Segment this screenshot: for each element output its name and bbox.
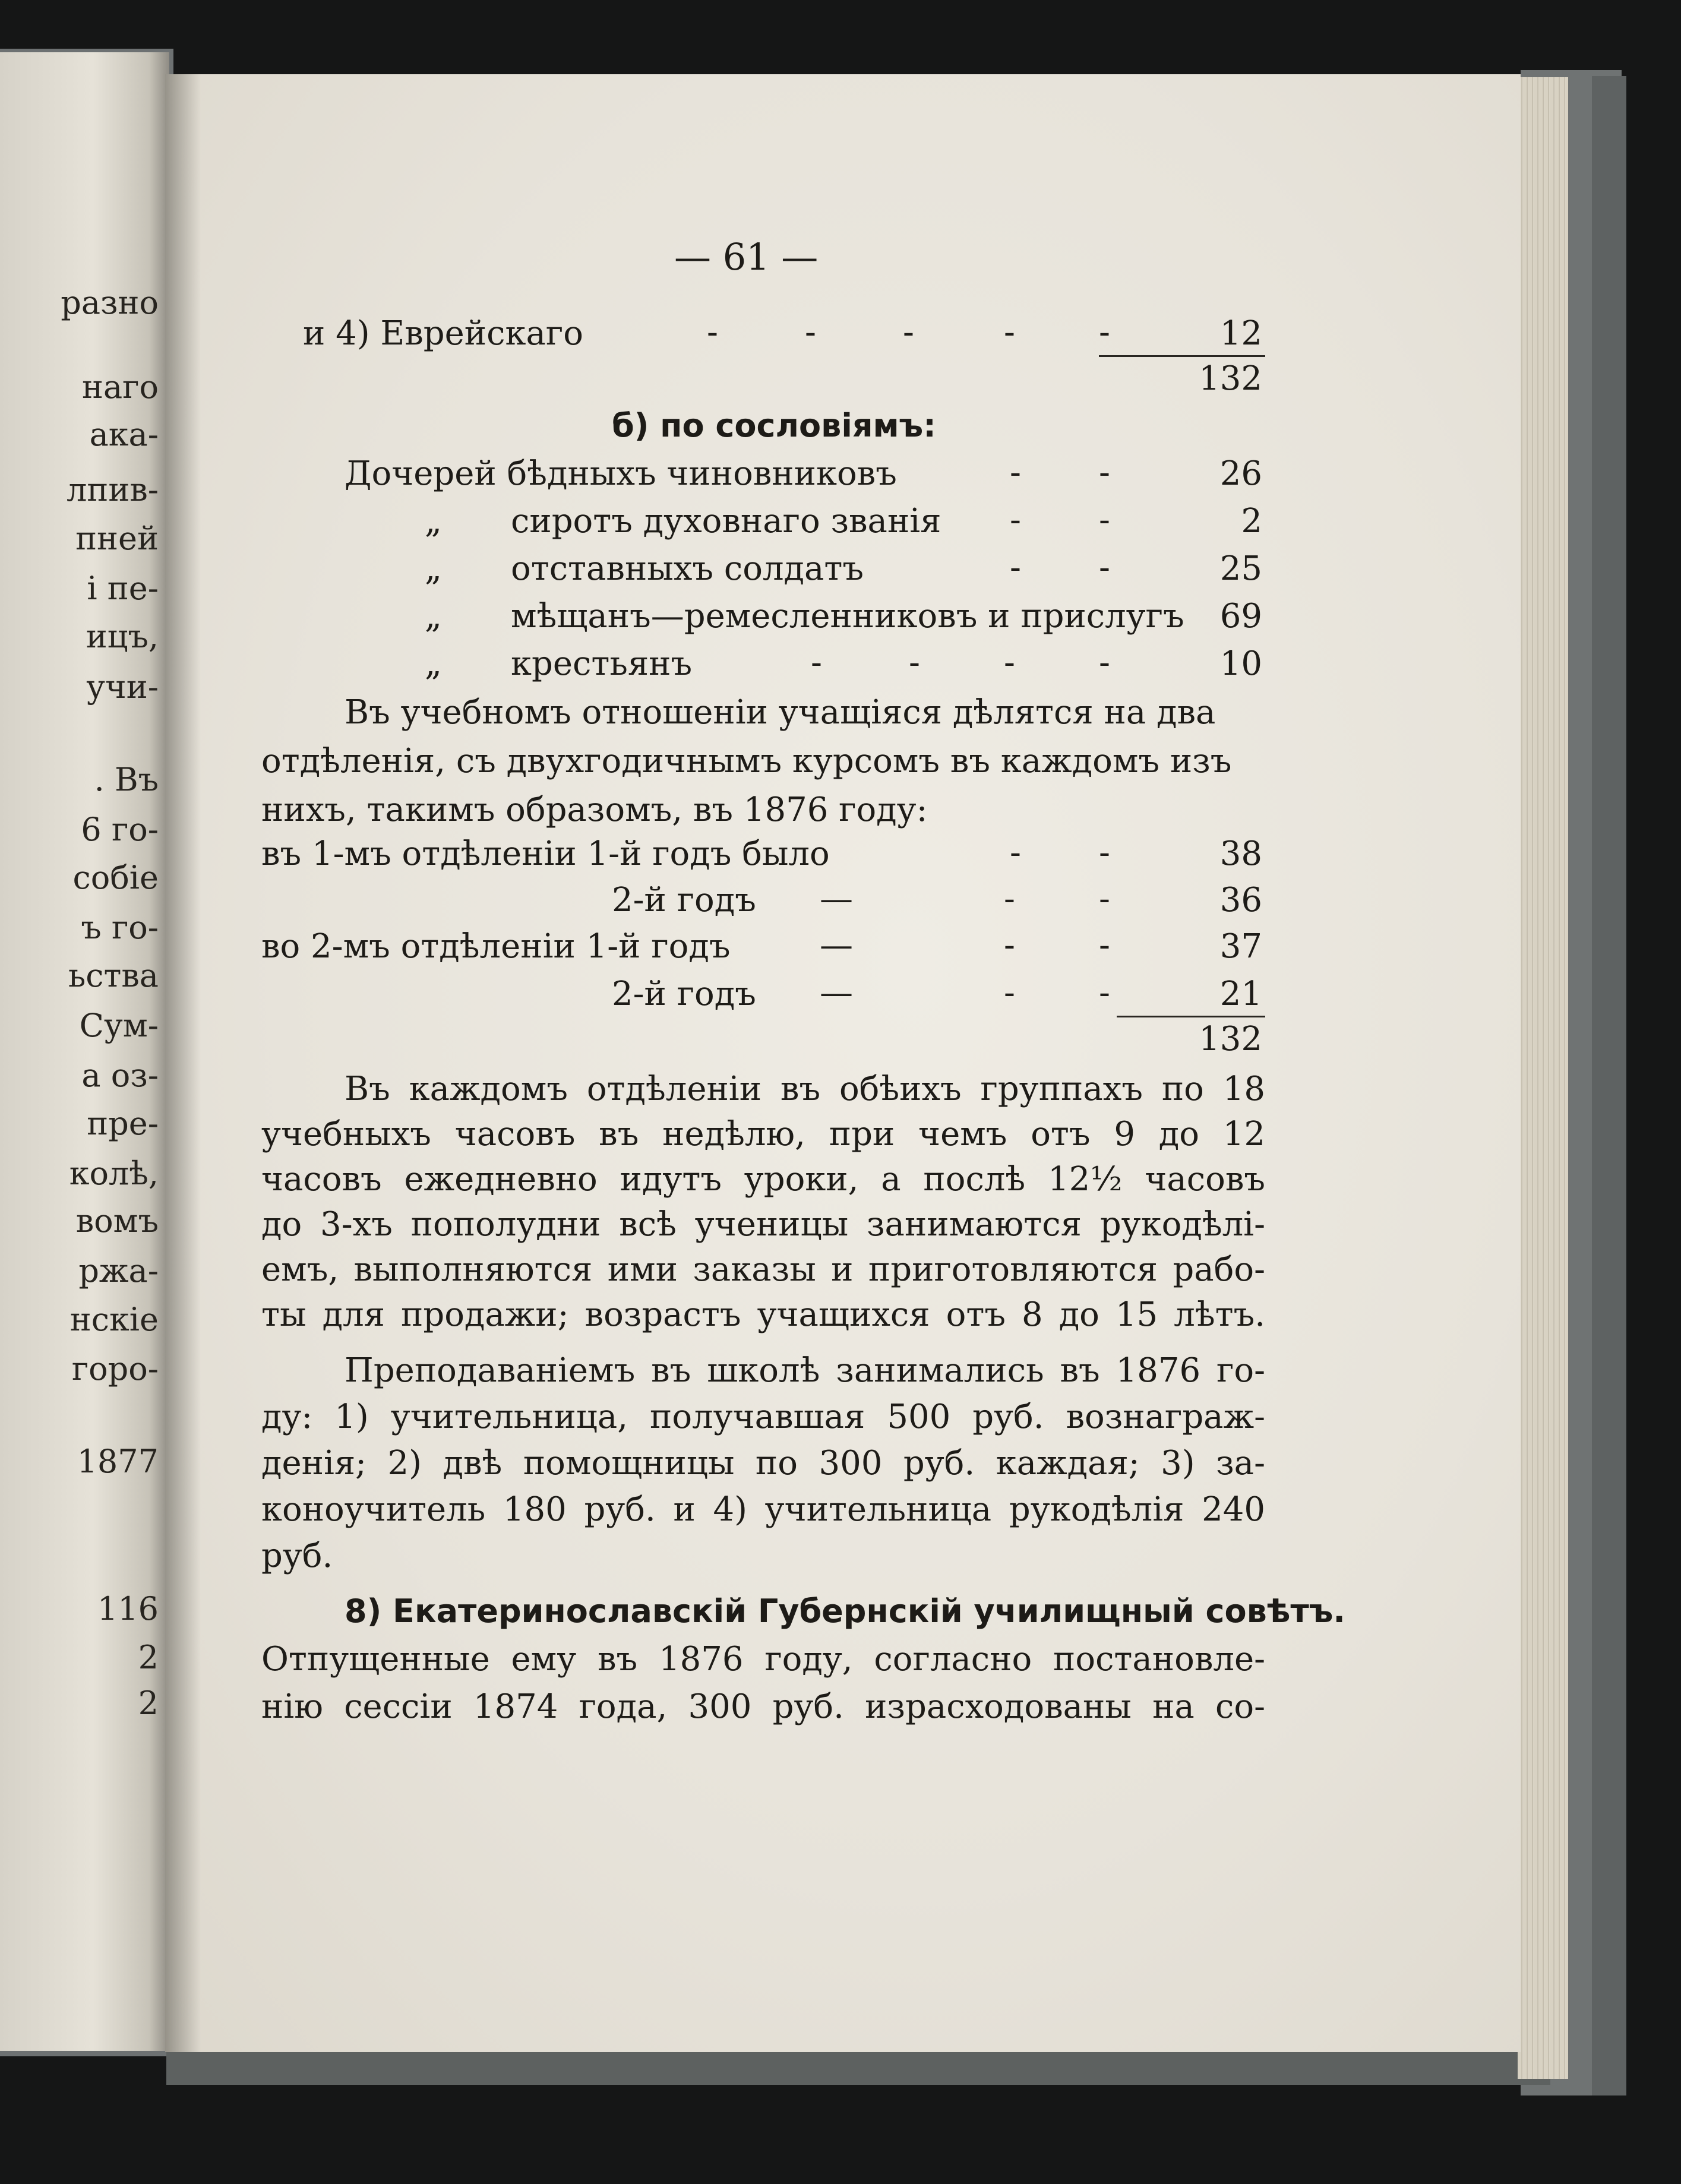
paragraph-line: отдѣленія, съ двухгодичнымъ курсомъ въ каждомъ изъ bbox=[261, 742, 1232, 780]
dept1-year2-label: 2-й годъ bbox=[612, 881, 756, 919]
value-jewish: 12 bbox=[1219, 314, 1262, 353]
paragraph-line: ты для продажи; возрастъ учащихся отъ 8 до 15 лѣтъ. bbox=[261, 1295, 1265, 1334]
leader-dash: - bbox=[1004, 313, 1015, 352]
left-line: разно bbox=[61, 284, 159, 321]
left-line: нскіе bbox=[69, 1301, 159, 1338]
dept2-year1-value: 37 bbox=[1219, 927, 1262, 966]
paragraph-line: нію сессіи 1874 года, 300 руб. израсходованы на со- bbox=[261, 1687, 1265, 1726]
leader-dash: - bbox=[1004, 643, 1015, 682]
section-heading-estates: б) по сословіямъ: bbox=[612, 407, 936, 444]
paragraph-line: денія; 2) двѣ помощницы по 300 руб. каждая; 3) за- bbox=[261, 1444, 1265, 1483]
leader-dash: — bbox=[820, 880, 853, 918]
left-line: 1877 bbox=[77, 1443, 159, 1480]
paragraph-line: Преподаваніемъ въ школѣ занимались въ 1876 го- bbox=[345, 1351, 1265, 1390]
dept1-label: въ 1-мъ отдѣленіи 1-й годъ было bbox=[261, 835, 830, 873]
leader-dash: - bbox=[1099, 833, 1110, 872]
paragraph-line: руб. bbox=[261, 1537, 333, 1575]
sum-rule bbox=[1099, 355, 1265, 357]
estate-value: 25 bbox=[1219, 549, 1262, 588]
leader-dash: - bbox=[1099, 974, 1110, 1012]
total-by-religion: 132 bbox=[1199, 359, 1262, 398]
leader-dash: - bbox=[1010, 501, 1021, 539]
leader-dash: - bbox=[1099, 453, 1110, 492]
estate-label: Дочерей бѣдныхъ чиновниковъ bbox=[345, 454, 897, 493]
right-book-board-edge bbox=[1592, 76, 1626, 2095]
left-line: собіе bbox=[72, 859, 159, 896]
left-line: наго bbox=[82, 368, 159, 406]
row-label-jewish: и 4) Еврейскаго bbox=[303, 314, 583, 353]
dept2-year2-label: 2-й годъ bbox=[612, 975, 756, 1013]
total-by-department: 132 bbox=[1199, 1020, 1262, 1058]
left-line: а оз- bbox=[81, 1057, 159, 1094]
paragraph-line: Въ учебномъ отношеніи учащіяся дѣлятся на два bbox=[345, 693, 1216, 732]
left-line: ицъ, bbox=[86, 618, 159, 655]
leader-dash: - bbox=[1004, 880, 1015, 918]
left-line: учи- bbox=[86, 668, 159, 706]
estate-value: 26 bbox=[1219, 454, 1262, 493]
ditto-mark: „ bbox=[425, 597, 443, 636]
paragraph-line: ду: 1) учительница, получавшая 500 руб. вознаграж- bbox=[261, 1398, 1265, 1436]
dept2-year2-value: 21 bbox=[1219, 975, 1262, 1013]
leader-dash: — bbox=[820, 926, 853, 965]
paragraph-line: учебныхъ часовъ въ недѣлю, при чемъ отъ 9 до 12 bbox=[261, 1115, 1265, 1153]
estate-value: 2 bbox=[1241, 502, 1262, 541]
page-edges bbox=[1518, 77, 1568, 2079]
leader-dash: - bbox=[1099, 926, 1110, 965]
paragraph-line: нихъ, такимъ образомъ, въ 1876 году: bbox=[261, 791, 928, 829]
leader-dash: — bbox=[820, 974, 853, 1012]
section-heading-council: 8) Екатеринославскій Губернскій училищный совѣтъ. bbox=[345, 1592, 1345, 1630]
left-line: 2 bbox=[138, 1639, 159, 1676]
paragraph-line: Въ каждомъ отдѣленіи въ обѣихъ группахъ по 18 bbox=[345, 1070, 1265, 1108]
leader-dash: - bbox=[1099, 313, 1110, 352]
left-line: лпив- bbox=[67, 471, 159, 508]
left-line: вомъ bbox=[75, 1202, 159, 1240]
leader-dash: - bbox=[805, 313, 816, 352]
leader-dash: - bbox=[1099, 501, 1110, 539]
left-line: . Въ bbox=[94, 761, 159, 798]
estate-value: 10 bbox=[1219, 644, 1262, 683]
left-line: пре- bbox=[87, 1105, 159, 1142]
dept1-year1-value: 38 bbox=[1219, 835, 1262, 873]
left-line: колѣ, bbox=[69, 1155, 159, 1192]
leader-dash: - bbox=[1010, 833, 1021, 872]
gutter-shadow bbox=[165, 74, 201, 2052]
leader-dash: - bbox=[707, 313, 718, 352]
leader-dash: - bbox=[1004, 974, 1015, 1012]
dept1-year2-value: 36 bbox=[1219, 881, 1262, 919]
left-line: 116 bbox=[97, 1590, 159, 1627]
left-line: 2 bbox=[138, 1684, 159, 1722]
left-line: Сум- bbox=[79, 1007, 159, 1044]
paragraph-line: до 3-хъ пополудни всѣ ученицы занимаются рукодѣлі- bbox=[261, 1205, 1265, 1244]
left-line: і пе- bbox=[87, 570, 159, 607]
leader-dash: - bbox=[1004, 926, 1015, 965]
leader-dash: - bbox=[811, 643, 822, 682]
ditto-mark: „ bbox=[425, 502, 443, 541]
leader-dash: - bbox=[903, 313, 914, 352]
estate-label: сиротъ духовнаго званія bbox=[511, 502, 941, 541]
ditto-mark: „ bbox=[425, 549, 443, 588]
left-line: горо- bbox=[71, 1350, 159, 1387]
left-line: пней bbox=[75, 520, 159, 557]
leader-dash: - bbox=[1010, 453, 1021, 492]
left-line: ьства bbox=[68, 957, 159, 994]
estate-label: отставныхъ солдатъ bbox=[511, 549, 864, 588]
estate-value: 69 bbox=[1219, 597, 1262, 636]
book-page bbox=[165, 74, 1521, 2052]
paragraph-line: коноучитель 180 руб. и 4) учительница рукодѣлія 240 bbox=[261, 1490, 1265, 1529]
paragraph-line: емъ, выполняются ими заказы и приготовляются рабо- bbox=[261, 1250, 1265, 1289]
sum-rule bbox=[1117, 1016, 1265, 1017]
dept2-label: во 2-мъ отдѣленіи 1-й годъ bbox=[261, 927, 731, 966]
page-number: — 61 — bbox=[674, 235, 819, 279]
leader-dash: - bbox=[1010, 548, 1021, 587]
left-line: 6 го- bbox=[81, 811, 159, 848]
left-line: ъ го- bbox=[81, 909, 159, 946]
leader-dash: - bbox=[1099, 643, 1110, 682]
paragraph-line: Отпущенные ему въ 1876 году, согласно постановле- bbox=[261, 1640, 1265, 1679]
paragraph-line: часовъ ежедневно идутъ уроки, а послѣ 12½ часовъ bbox=[261, 1160, 1265, 1199]
leader-dash: - bbox=[909, 643, 920, 682]
left-line: ржа- bbox=[78, 1252, 159, 1289]
leader-dash: - bbox=[1099, 548, 1110, 587]
estate-label: крестьянъ bbox=[511, 644, 693, 683]
leader-dash: - bbox=[1099, 880, 1110, 918]
previous-page-fragment bbox=[0, 52, 169, 2051]
estate-label: мѣщанъ—ремесленниковъ и прислугъ bbox=[511, 597, 1184, 636]
ditto-mark: „ bbox=[425, 644, 443, 683]
left-line: ака- bbox=[89, 416, 159, 453]
